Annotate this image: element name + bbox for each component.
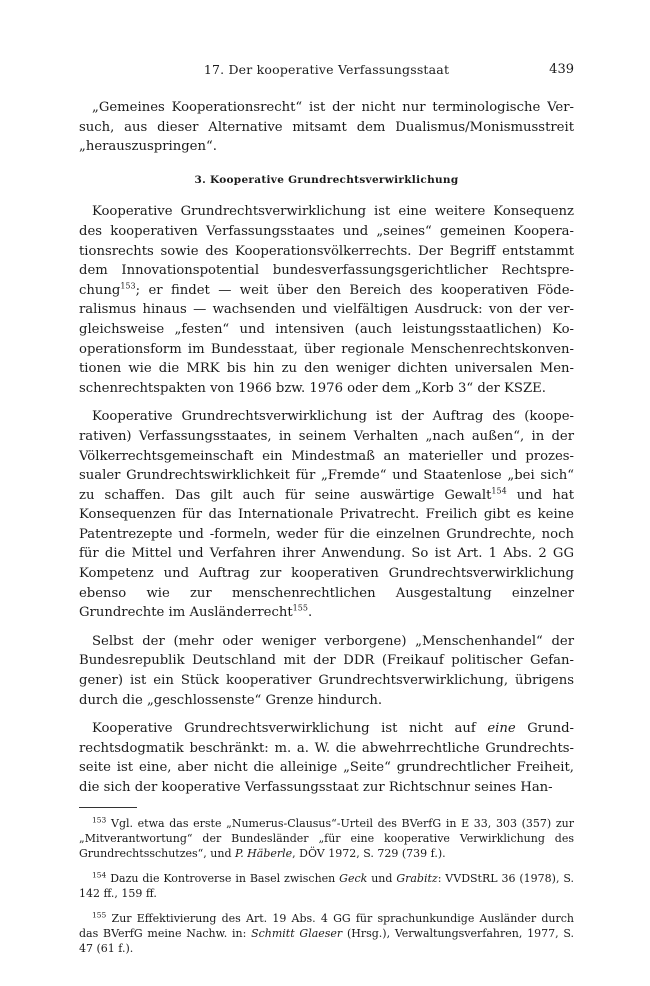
- paragraph-1-text-b: ; er findet — weit über den Bereich des kooperativen Föderalismus hinaus — wachsenden und vielfältigen Ausdruck: von der vergleichsweise „festen“ und intensiven (auch leistungsstaatlichen) Kooperationsform im Bundesstaat, über regionale Menschenrechtskonventionen wie die MRK bis hin zu den weniger dichten universalen Menschenrechtspakten von 1966 bzw. 1976 oder dem „Korb 3“ der KSZE.: [79, 282, 574, 396]
- footnote-author: P. Häberle: [235, 847, 293, 861]
- section-heading: 3. Kooperative Grundrechtsverwirklichung: [194, 173, 459, 186]
- paragraph-2-text-c: .: [307, 605, 313, 621]
- paragraph-3: Selbst der (mehr oder weniger verborgene) „Menschenhandel“ der Bundesrepublik Deutschland mit der DDR (Freikauf politischer Gefangener) ist ein Stück kooperativer Grundrechtsverwirklichung, übrigens durch die „geschlossenste“ Grenze hindurch.: [79, 633, 574, 708]
- footnote-text: (Hrsg.), Verwaltungsverfahren, 1977, S. 47 (61 f.).: [79, 927, 574, 956]
- footnote-text: Zur Effektivierung des Art. 19 Abs. 4 GG für sprachunkundige Ausländer durch das BVerfG meine Nachw. in:: [79, 911, 575, 941]
- footnote-mark: 155: [92, 909, 107, 919]
- intro-paragraph: „Gemeines Kooperationsrecht“ ist der nicht nur terminologische Versuch, aus dieser Alternative mitsamt dem Dualismus/Monismusstreit „herauszuspringen“.: [79, 100, 574, 155]
- footnote-ref-155: 155: [292, 603, 308, 613]
- page-number: 439: [549, 62, 574, 77]
- paragraph-2: [79, 407, 574, 623]
- footnote-author: Grabitz: [396, 871, 438, 885]
- running-title: 17. Der kooperative Verfassungsstaat: [203, 62, 450, 77]
- paragraph-4-text-b: Grundrechtsdogmatik beschränkt: m. a. W. die abwehrrechtliche Grundrechtsseite ist eine, aber nicht die alleinige „Seite“ grundrechtlicher Freiheit, die sich der kooperative Verfassungsstaat zur Richtschnur seines Han-: [79, 721, 574, 795]
- footnote-mark: 153: [92, 814, 107, 824]
- paragraph-4: [79, 719, 574, 797]
- footnote-author: Geck: [339, 871, 368, 885]
- paragraph-2-text-a: Kooperative Grundrechtsverwirklichung ist der Auftrag des (kooperativen) Verfassungsstaates, in seinem Verhalten „nach außen“, in der Völkerrechtsgemeinschaft ein Mindestmaß an materieller und prozessualer Grundrechtswirklichkeit für „Fremde“ und Staatenlose „bei sich“ zu schaffen. Das gilt auch für seine auswärtige Gewalt: [79, 409, 574, 503]
- footnote-author: Schmitt Glaeser: [251, 927, 343, 941]
- paragraph-4-text-a: Kooperative Grundrechtsverwirklichung ist nicht auf: [92, 721, 488, 737]
- footnotes: [79, 816, 574, 957]
- paragraph-4-emphasis: eine: [487, 721, 516, 737]
- footnote-text: , DÖV 1972, S. 729 (739 f.).: [292, 847, 446, 861]
- footnote-155: [79, 911, 574, 957]
- page-body: [79, 98, 574, 966]
- footnote-text: : VVDStRL 36 (1978), S. 142 ff., 159 ff.: [79, 871, 574, 901]
- footnote-text: Vgl. etwa das erste „Numerus-Clausus“-Urteil des BVerfG in E 33, 303 (357) zur „Mitverantwortung“ der Bundesländer „für eine kooperative Verwirklichung des Grundrechtsschutzes“, und: [79, 816, 574, 861]
- footnote-ref-153: 153: [120, 281, 136, 291]
- footnote-mark: 154: [92, 870, 107, 880]
- footnote-153: [79, 816, 574, 862]
- page-header: [79, 62, 574, 84]
- footnote-154: [79, 871, 574, 902]
- paragraph-1: [79, 202, 574, 398]
- paragraph-1-text-a: Kooperative Grundrechtsverwirklichung ist eine weitere Konsequenz des kooperativen Verfassungsstaates und „seines“ gemeinen Kooperationsrechts sowie des Kooperationsvölkerrechts. Der Begriff entstammt dem Innovationspotential bundesverfassungsgerichtlicher Rechtsprechung: [79, 204, 574, 298]
- footnote-text: und: [367, 871, 397, 885]
- footnote-separator: [79, 807, 137, 808]
- paragraph-2-text-b: und hat Konsequenzen für das Internationale Privatrecht. Freilich gibt es keine Patentrezepte und -formeln, weder für die einzelnen Grundrechte, noch für die Mittel und Verfahren ihrer Anwendung. So ist Art. 1 Abs. 2 GG Kompetenz und Auftrag zur kooperativen Grundrechtsverwirklichung ebenso wie zur menschenrechtlichen Ausgestaltung einzelner Grundrechte im Ausländerrecht: [79, 487, 575, 621]
- footnote-text: Dazu die Kontroverse in Basel zwischen: [110, 871, 340, 885]
- footnote-ref-154: 154: [491, 486, 507, 496]
